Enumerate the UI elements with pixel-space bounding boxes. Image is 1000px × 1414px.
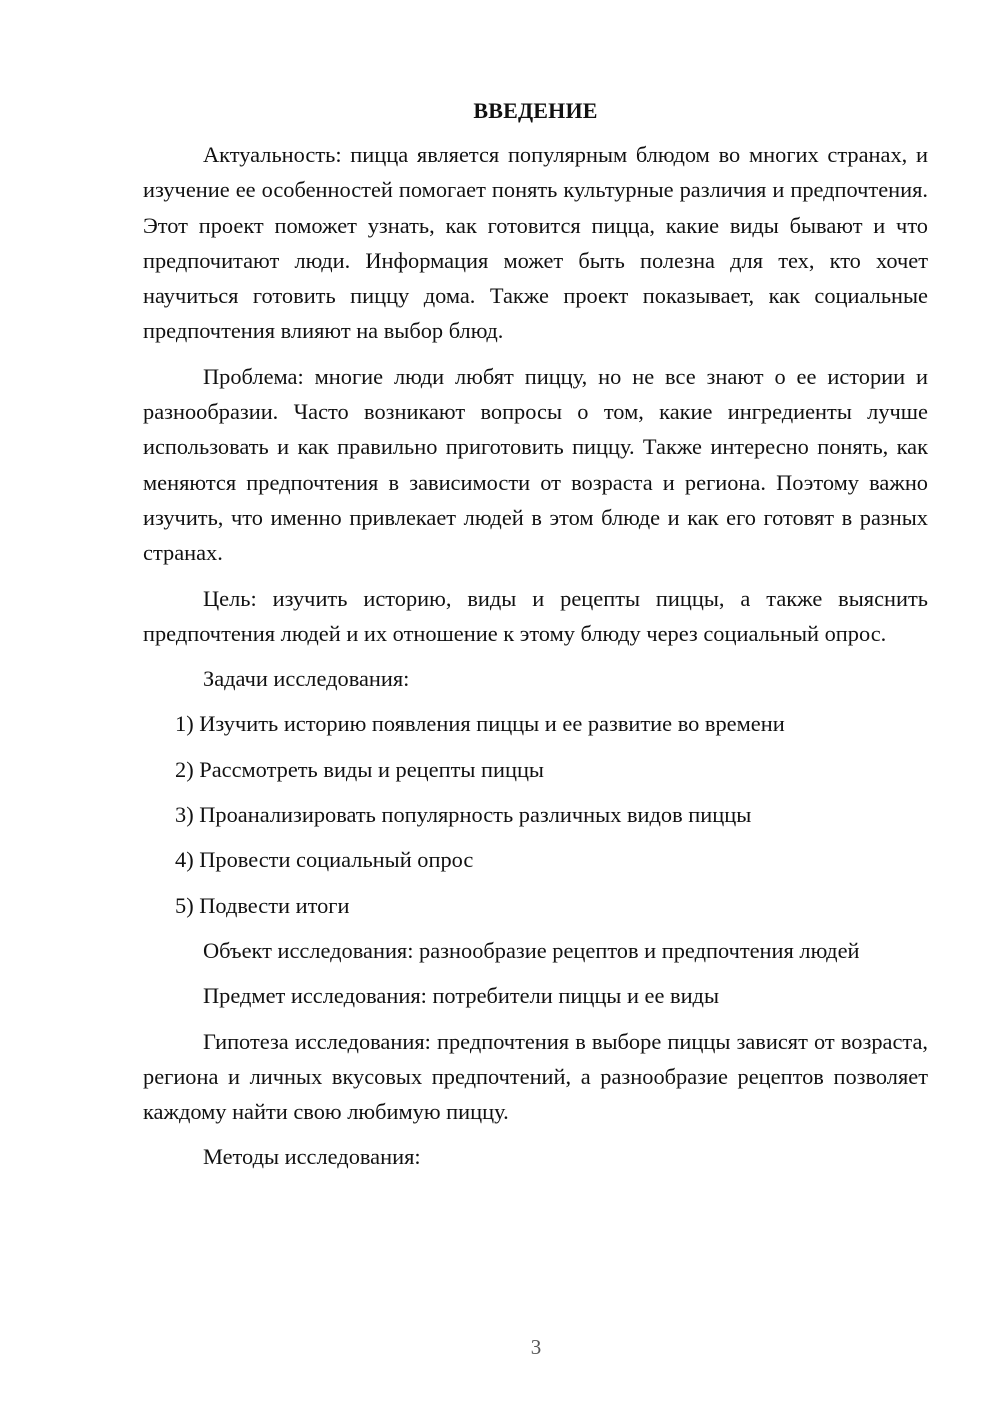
task-item: 5) Подвести итоги xyxy=(175,892,350,918)
subject-paragraph: Предмет исследования: потребители пиццы и ее виды xyxy=(203,983,719,1009)
tasks-heading: Задачи исследования: xyxy=(203,666,410,692)
task-item: 4) Провести социальный опрос xyxy=(175,847,474,873)
object-paragraph: Объект исследования: разнообразие рецептов и предпочтения людей xyxy=(203,937,860,963)
task-item: 1) Изучить историю появления пиццы и ее развитие во времени xyxy=(175,711,785,737)
relevance-paragraph: Актуальность: пицца является популярным блюдом во многих странах, и изучение ее особенностей помогает понять культурные различия и предпочтения. Этот проект поможет узнать, как готовится пицца, какие виды бывают и что предпочитают люди. Информация может быть полезна для тех, кто хочет научиться готовить пиццу дома. Также проект показывает, как социальные предпочтения влияют на выбор блюд. xyxy=(143,142,928,344)
page-number: 3 xyxy=(530,1335,542,1359)
task-item: 3) Проанализировать популярность различных видов пиццы xyxy=(175,802,752,828)
task-item: 2) Рассмотреть виды и рецепты пиццы xyxy=(175,756,544,782)
goal-paragraph: Цель: изучить историю, виды и рецепты пиццы, а также выяснить предпочтения людей и их отношение к этому блюду через социальный опрос. xyxy=(143,585,928,646)
section-title: ВВЕДЕНИЕ xyxy=(473,98,598,123)
hypothesis-paragraph: Гипотеза исследования: предпочтения в выборе пиццы зависят от возраста, региона и личных вкусовых предпочтений, а разнообразие рецептов позволяет каждому найти свою любимую пиццу. xyxy=(143,1028,928,1125)
tasks-list xyxy=(143,706,928,922)
document-page xyxy=(143,95,928,1185)
problem-paragraph: Проблема: многие люди любят пиццу, но не все знают о ее истории и разнообразии. Часто возникают вопросы о том, какие ингредиенты лучше использовать и как правильно приготовить пиццу. Также интересно понять, как меняются предпочтения в зависимости от возраста и региона. Поэтому важно изучить, что именно привлекает людей в этом блюде и как его готовят в разных странах. xyxy=(143,363,928,566)
methods-heading: Методы исследования: xyxy=(203,1144,421,1170)
